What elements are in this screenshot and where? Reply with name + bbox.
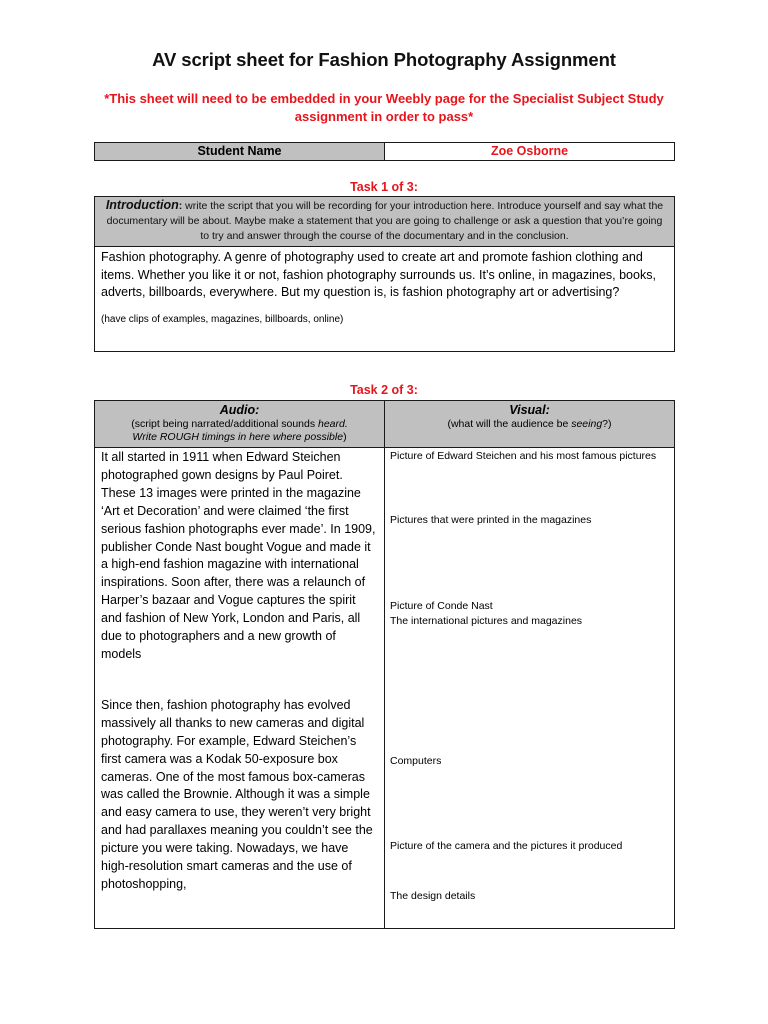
visual-item: Picture of Edward Steichen and his most famous pictures	[390, 450, 657, 462]
audio-header-italic1: heard.	[318, 418, 348, 430]
introduction-script	[95, 247, 675, 352]
introduction-instructions	[95, 197, 675, 247]
student-name-label: Student Name	[95, 143, 385, 161]
visual-header-italic: seeing	[571, 418, 603, 430]
visual-header-title: Visual:	[509, 403, 550, 417]
introduction-script-text: Fashion photography. A genre of photography used to create art and promote fashion clothing and items. Whether you like it or not, fashion photography surrounds us. It’s online, in magazines, books, adverts, billboards, everywhere. But my question is, is fashion photography art or advertising?	[101, 250, 656, 299]
introduction-instruction-text: write the script that you will be recording for your introduction here. Introduce yourself and say what the documentary will be about. Maybe make a statement that you are going to challenge or ask a question that you’re going to try and answer through the course of the documentary and in the conclusion.	[106, 200, 664, 242]
audio-visual-table	[94, 400, 675, 929]
audio-paragraph: Since then, fashion photography has evolved massively all thanks to new cameras and digital photography. For example, Edward Steichen’s first camera was a Kodak 50-exposure box cameras. One of the most famous box-cameras was called the Brownie. Although it was a simple and easy camera to use, they weren’t very bright and had parallaxes meaning you couldn’t see the picture you were taking. Nowadays, we have high-resolution smart cameras and the use of photoshopping,	[101, 697, 373, 891]
visual-item: Picture of the camera and the pictures it produced	[390, 840, 623, 852]
task2-label: Task 2 of 3:	[350, 383, 418, 397]
visual-item: Computers	[390, 755, 442, 767]
audio-script-cell	[95, 448, 385, 929]
visual-column-header	[385, 401, 675, 448]
student-name-value: Zoe Osborne	[385, 143, 675, 161]
audio-header-sub1: (script being narrated/additional sounds	[131, 418, 318, 430]
audio-header-title: Audio:	[219, 403, 260, 417]
introduction-clip-note: (have clips of examples, magazines, billboards, online)	[101, 313, 344, 325]
visual-header-sub1: (what will the audience be	[447, 418, 572, 430]
visual-item: Pictures that were printed in the magazines	[390, 514, 592, 526]
task1-label: Task 1 of 3:	[350, 180, 418, 194]
page-title: AV script sheet for Fashion Photography Assignment	[152, 49, 616, 70]
audio-header-italic2: Write ROUGH timings in here where possible	[132, 431, 344, 443]
introduction-colon: :	[178, 200, 183, 212]
embed-notice: *This sheet will need to be embedded in your Weebly page for the Specialist Subject Study assignment in order to pass*	[104, 91, 664, 124]
audio-column-header	[95, 401, 385, 448]
audio-paragraph: It all started in 1911 when Edward Steichen photographed gown designs by Paul Poiret. These 13 images were printed in the magazine ‘Art et Decoration’ and were claimed ‘the first serious fashion photographs ever made’. In 1909, publisher Conde Nast bought Vogue and made it a high-end fashion magazine with international inspirations. Soon after, there was a relaunch of Harper’s bazaar and Vogue captures the spirit and fashion of New York, London and Paris, all due to photographers and a new growth of models	[101, 450, 376, 661]
visual-item: The international pictures and magazines	[390, 615, 583, 627]
audio-header-sub2: )	[343, 431, 347, 443]
visual-header-sub2: ?)	[602, 418, 612, 430]
student-name-table	[94, 142, 675, 161]
introduction-heading: Introduction	[105, 198, 179, 212]
visual-item: The design details	[390, 890, 476, 902]
visual-item: Picture of Conde Nast	[390, 600, 493, 612]
visual-notes-cell	[385, 448, 675, 929]
introduction-table	[94, 196, 675, 352]
